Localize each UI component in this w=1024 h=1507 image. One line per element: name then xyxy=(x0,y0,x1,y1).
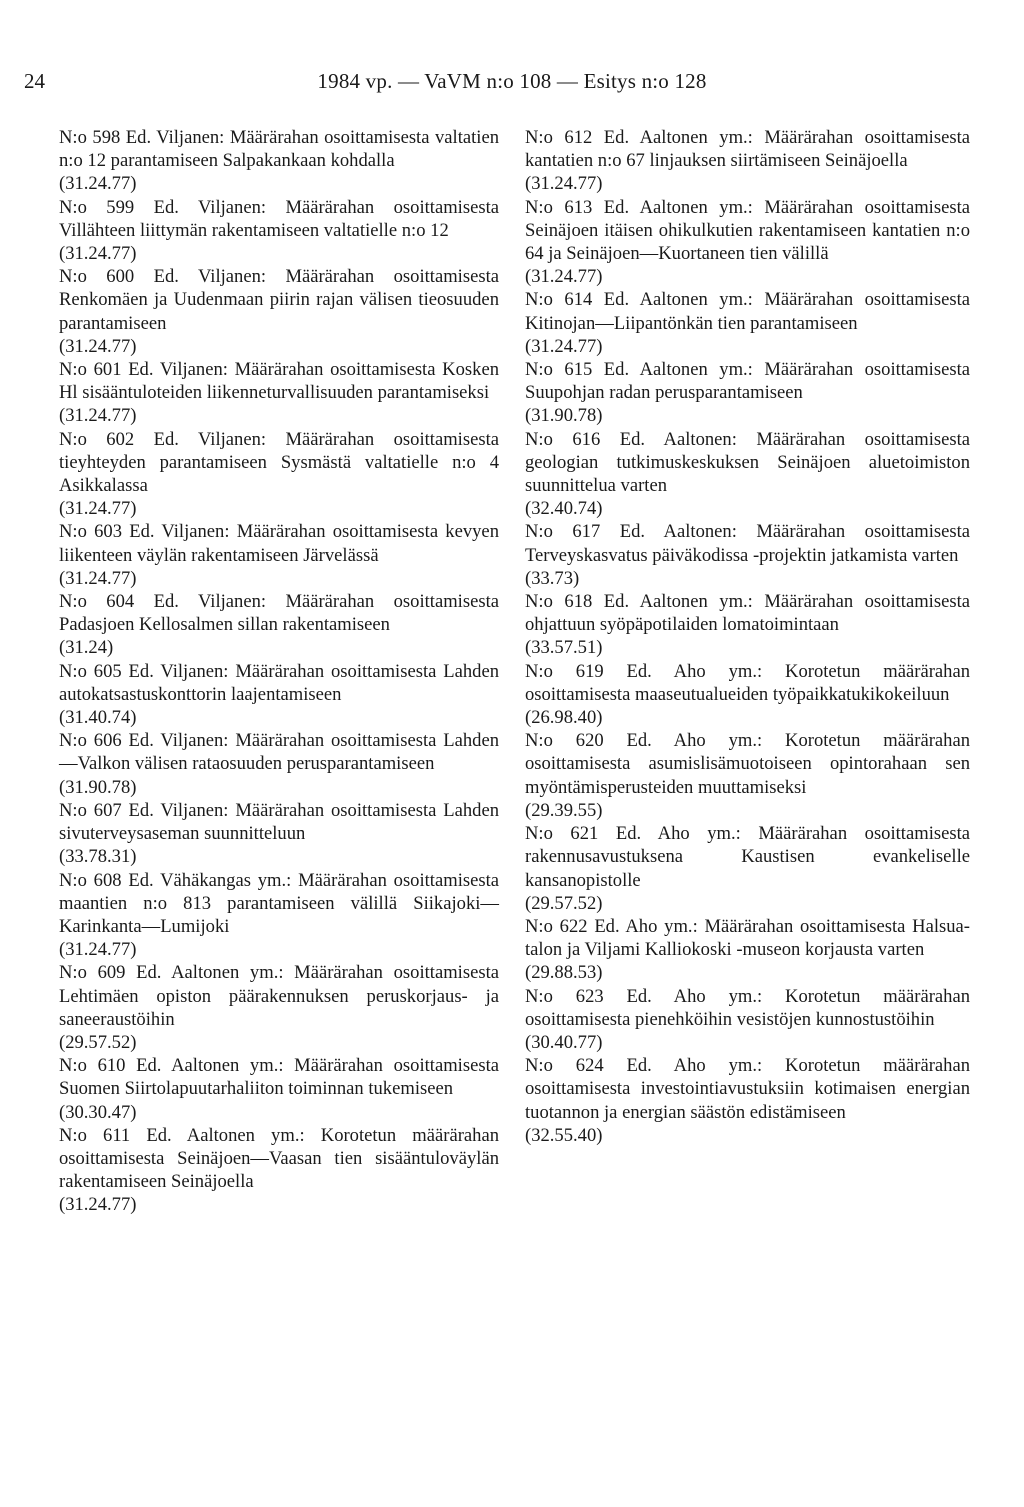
list-item xyxy=(59,729,499,799)
entry-reference: (33.78.31) xyxy=(59,846,137,868)
running-head: 1984 vp. — VaVM n:o 108 — Esitys n:o 128 xyxy=(317,69,707,93)
entry-text: N:o 617 Ed. Aaltonen: Määrärahan osoittamisesta Terveyskasvatus päiväkodissa -projektin jatkamista varten xyxy=(525,521,970,566)
entry-text: N:o 619 Ed. Aho ym.: Korotetun määrärahan osoittamisesta maaseutualueiden työpaikkatukikokeiluun xyxy=(525,660,970,705)
entry-text: N:o 620 Ed. Aho ym.: Korotetun määrärahan osoittamisesta asumislisämuotoiseen opintorahaan sen myöntämisperusteiden muuttamiseksi xyxy=(525,730,970,798)
page-number: 24 xyxy=(24,69,45,93)
entry-reference: (33.57.51) xyxy=(525,637,603,659)
entry-text: N:o 599 Ed. Viljanen: Määrärahan osoittamisesta Villähteen liittymän rakentamiseen valtatielle n:o 12 xyxy=(59,196,499,241)
entry-reference: (31.24.77) xyxy=(59,335,137,357)
entry-reference: (29.39.55) xyxy=(525,799,603,821)
list-item xyxy=(59,126,499,196)
list-item xyxy=(525,590,970,660)
entry-text: N:o 616 Ed. Aaltonen: Määrärahan osoittamisesta geologian tutkimuskeskuksen Seinäjoen aluetoimiston suunnittelua varten xyxy=(525,428,970,497)
entry-reference: (31.24.77) xyxy=(59,405,137,427)
entry-text: N:o 604 Ed. Viljanen: Määrärahan osoittamisesta Padasjoen Kellosalmen sillan rakentamiseen xyxy=(59,591,499,636)
entry-text: N:o 607 Ed. Viljanen: Määrärahan osoittamisesta Lahden sivuterveysaseman suunnitteluun xyxy=(59,799,499,845)
entry-text: N:o 624 Ed. Aho ym.: Korotetun määrärahan osoittamisesta investointiavustuksiin kotimaisen energian tuotannon ja energian säästön edistämiseen xyxy=(525,1055,970,1123)
entry-reference: (31.24.77) xyxy=(59,939,137,961)
list-item xyxy=(59,590,499,660)
list-item xyxy=(525,729,970,822)
entry-text: N:o 606 Ed. Viljanen: Määrärahan osoittamisesta Lahden—Valkon välisen rataosuuden perusparantamiseen xyxy=(59,730,499,775)
entry-text: N:o 600 Ed. Viljanen: Määrärahan osoittamisesta Renkomäen ja Uudenmaan piirin rajan välisen tieosuuden parantamiseen xyxy=(59,266,499,334)
entry-reference: (31.24.77) xyxy=(59,567,137,589)
entry-reference: (31.24.77) xyxy=(525,173,603,195)
entry-reference: (29.88.53) xyxy=(525,962,603,984)
entry-text: N:o 618 Ed. Aaltonen ym.: Määrärahan osoittamisesta ohjattuun syöpäpotilaiden lomatoimintaan xyxy=(525,591,970,636)
list-item xyxy=(525,126,970,196)
entry-text: N:o 614 Ed. Aaltonen ym.: Määrärahan osoittamisesta Kitinojan—Liipantönkän tien parantamiseen xyxy=(525,289,970,334)
entry-text: N:o 621 Ed. Aho ym.: Määrärahan osoittamisesta rakennusavustuksena Kaustisen evankeliselle kansanopistolle xyxy=(525,823,970,891)
list-item xyxy=(525,428,970,521)
list-item xyxy=(525,660,970,730)
entry-reference: (31.24.77) xyxy=(525,266,603,288)
entry-text: N:o 615 Ed. Aaltonen ym.: Määrärahan osoittamisesta Suupohjan radan perusparantamiseen xyxy=(525,359,970,404)
entry-text: N:o 623 Ed. Aho ym.: Korotetun määrärahan osoittamisesta pienehköihin vesistöjen kunnostustöihin xyxy=(525,985,970,1030)
entry-reference: (29.57.52) xyxy=(59,1031,137,1053)
entry-text: N:o 601 Ed. Viljanen: Määrärahan osoittamisesta Kosken Hl sisääntuloteiden liikenneturvallisuuden parantamiseksi xyxy=(59,359,499,404)
list-item xyxy=(59,196,499,266)
entry-text: N:o 610 Ed. Aaltonen ym.: Määrärahan osoittamisesta Suomen Siirtolapuutarhaliiton toiminnan tukemiseen xyxy=(59,1055,499,1100)
list-item xyxy=(525,1054,970,1147)
list-item xyxy=(59,799,499,869)
entry-reference: (31.24.77) xyxy=(59,243,137,265)
list-item xyxy=(59,660,499,730)
list-item xyxy=(525,288,970,358)
left-column xyxy=(59,126,499,1217)
entry-reference: (31.24.77) xyxy=(59,173,137,195)
entry-reference: (32.55.40) xyxy=(525,1124,603,1146)
entry-text: N:o 613 Ed. Aaltonen ym.: Määrärahan osoittamisesta Seinäjoen itäisen ohikulkutien rakentamiseen kantatien n:o 64 ja Seinäjoen—Kuortaneen tien välillä xyxy=(525,196,970,265)
list-item xyxy=(59,428,499,521)
entry-reference: (30.40.77) xyxy=(525,1031,603,1053)
entry-text: N:o 605 Ed. Viljanen: Määrärahan osoittamisesta Lahden autokatsastuskonttorin laajentamiseen xyxy=(59,660,499,705)
entry-reference: (26.98.40) xyxy=(525,707,603,729)
list-item xyxy=(525,196,970,289)
entry-text: N:o 602 Ed. Viljanen: Määrärahan osoittamisesta tieyhteyden parantamiseen Sysmästä valtatielle n:o 4 Asikkalassa xyxy=(59,428,499,497)
list-item xyxy=(525,985,970,1055)
right-column xyxy=(525,126,970,1147)
entry-text: N:o 608 Ed. Vähäkangas ym.: Määrärahan osoittamisesta maantien n:o 813 parantamiseen välillä Siikajoki—Karinkanta—Lumijoki xyxy=(59,869,499,937)
entry-text: N:o 609 Ed. Aaltonen ym.: Määrärahan osoittamisesta Lehtimäen opiston päärakennuksen peruskorjaus- ja saneeraustöihin xyxy=(59,962,499,1030)
list-item xyxy=(525,358,970,428)
entry-reference: (31.24.77) xyxy=(59,498,137,520)
list-item xyxy=(59,961,499,1054)
entry-reference: (31.24.77) xyxy=(59,1194,137,1216)
list-item xyxy=(59,1054,499,1124)
list-item xyxy=(59,520,499,590)
entry-text: N:o 598 Ed. Viljanen: Määrärahan osoittamisesta valtatien n:o 12 parantamiseen Salpakankaan kohdalla xyxy=(59,127,499,172)
list-item xyxy=(525,915,970,985)
list-item xyxy=(59,869,499,962)
entry-reference: (33.73) xyxy=(525,567,580,589)
entry-reference: (31.24) xyxy=(59,637,114,659)
entry-text: N:o 611 Ed. Aaltonen ym.: Korotetun määrärahan osoittamisesta Seinäjoen—Vaasan tien sisääntuloväylän rakentamiseen Seinäjoella xyxy=(59,1124,499,1193)
entry-reference: (31.90.78) xyxy=(525,405,603,427)
entry-reference: (31.90.78) xyxy=(59,776,137,798)
entry-reference: (31.40.74) xyxy=(59,707,137,729)
entry-text: N:o 622 Ed. Aho ym.: Määrärahan osoittamisesta Halsua-talon ja Viljami Kalliokoski -museon korjausta varten xyxy=(525,915,970,961)
entry-reference: (31.24.77) xyxy=(525,335,603,357)
list-item xyxy=(525,822,970,915)
entry-text: N:o 612 Ed. Aaltonen ym.: Määrärahan osoittamisesta kantatien n:o 67 linjauksen siirtämiseen Seinäjoella xyxy=(525,127,970,172)
entry-reference: (29.57.52) xyxy=(525,892,603,914)
list-item xyxy=(59,1124,499,1217)
entry-reference: (32.40.74) xyxy=(525,498,603,520)
entry-text: N:o 603 Ed. Viljanen: Määrärahan osoittamisesta kevyen liikenteen väylän rakentamiseen Järvelässä xyxy=(59,521,499,566)
entry-reference: (30.30.47) xyxy=(59,1101,137,1123)
list-item xyxy=(525,520,970,590)
list-item xyxy=(59,265,499,358)
list-item xyxy=(59,358,499,428)
